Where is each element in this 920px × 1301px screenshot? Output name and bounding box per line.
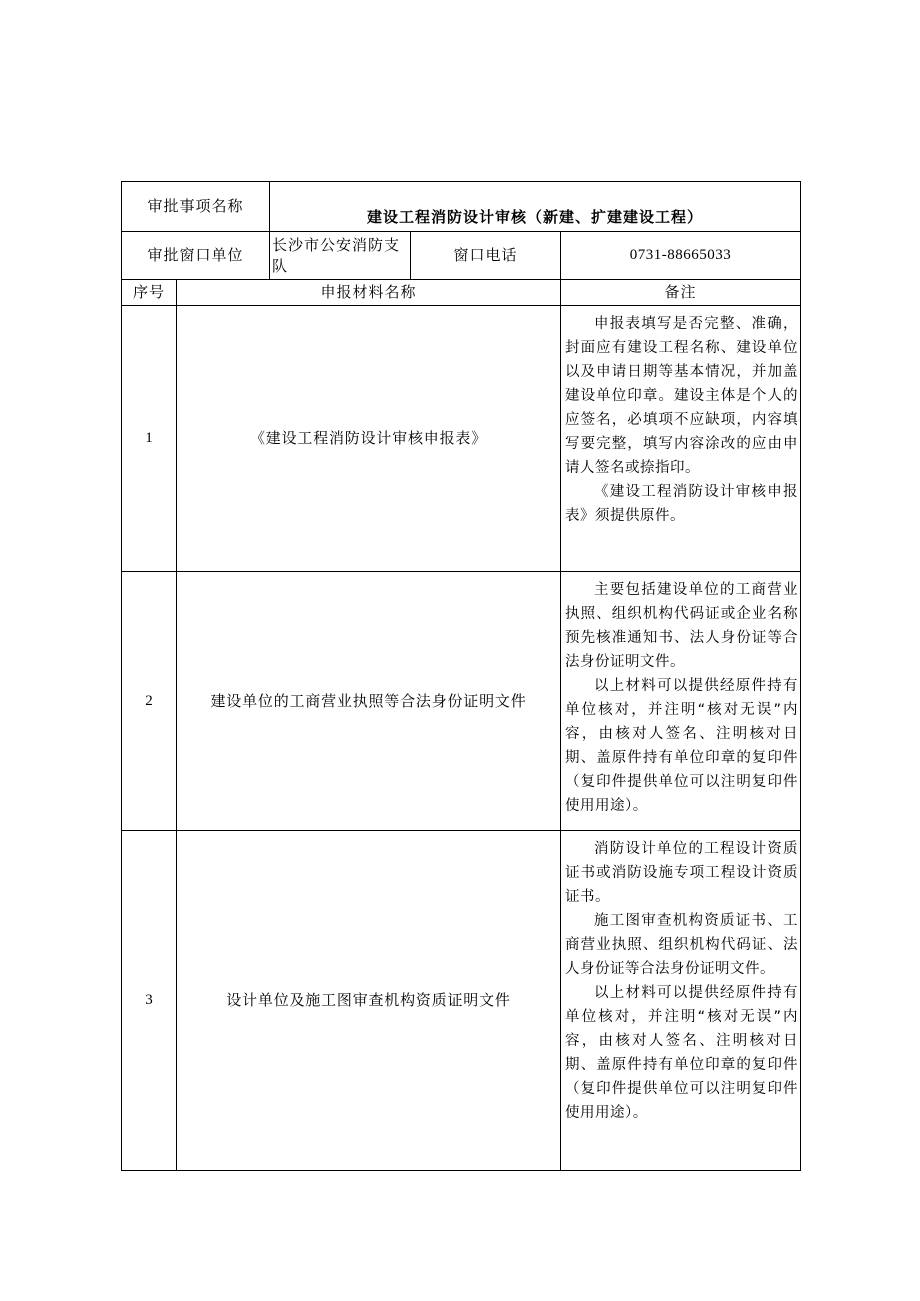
row-material-name: 建设单位的工商营业执照等合法身份证明文件 <box>177 572 561 831</box>
note-paragraph: 《建设工程消防设计审核申报表》须提供原件。 <box>565 484 799 524</box>
item-name-value: 建设工程消防设计审核（新建、扩建建设工程） <box>270 182 801 232</box>
row-seq: 1 <box>122 306 177 572</box>
note-paragraph: 主要包括建设单位的工商营业执照、组织机构代码证或企业名称预先核准通知书、法人身份证等合法身份证明文件。 <box>565 582 799 670</box>
table-row <box>122 831 801 1171</box>
window-unit-label: 审批窗口单位 <box>122 232 270 280</box>
row-note <box>561 831 801 1171</box>
row-note <box>561 572 801 831</box>
column-header-material: 申报材料名称 <box>177 280 561 306</box>
row-material-name: 设计单位及施工图审查机构资质证明文件 <box>177 831 561 1171</box>
row-seq: 3 <box>122 831 177 1171</box>
approval-form-table <box>121 181 801 1171</box>
note-paragraph: 施工图审查机构资质证书、工商营业执照、组织机构代码证、法人身份证等合法身份证明文件。 <box>565 913 799 977</box>
table-row <box>122 306 801 572</box>
column-header-note: 备注 <box>561 280 801 306</box>
window-unit-row <box>122 232 801 280</box>
note-paragraph: 以上材料可以提供经原件持有单位核对，并注明“核对无误”内容，由核对人签名、注明核对日期、盖原件持有单位印章的复印件（复印件提供单位可以注明复印件使用用途）。 <box>565 985 799 1121</box>
window-phone-value: 0731-88665033 <box>561 232 801 280</box>
table-row <box>122 572 801 831</box>
row-seq: 2 <box>122 572 177 831</box>
row-note <box>561 306 801 572</box>
note-paragraph: 申报表填写是否完整、准确，封面应有建设工程名称、建设单位以及申请日期等基本情况，并加盖建设单位印章。建设主体是个人的应签名，必填项不应缺项，内容填写要完整，填写内容涂改的应由申请人签名或捺指印。 <box>565 316 799 476</box>
note-paragraph: 消防设计单位的工程设计资质证书或消防设施专项工程设计资质证书。 <box>565 841 799 905</box>
window-unit-value: 长沙市公安消防支队 <box>270 232 411 280</box>
row-material-name: 《建设工程消防设计审核申报表》 <box>177 306 561 572</box>
column-header-seq: 序号 <box>122 280 177 306</box>
item-name-label: 审批事项名称 <box>122 182 270 232</box>
column-header-row <box>122 280 801 306</box>
note-paragraph: 以上材料可以提供经原件持有单位核对，并注明“核对无误”内容，由核对人签名、注明核对日期、盖原件持有单位印章的复印件（复印件提供单位可以注明复印件使用用途）。 <box>565 678 799 814</box>
item-name-row <box>122 182 801 232</box>
window-phone-label: 窗口电话 <box>411 232 561 280</box>
